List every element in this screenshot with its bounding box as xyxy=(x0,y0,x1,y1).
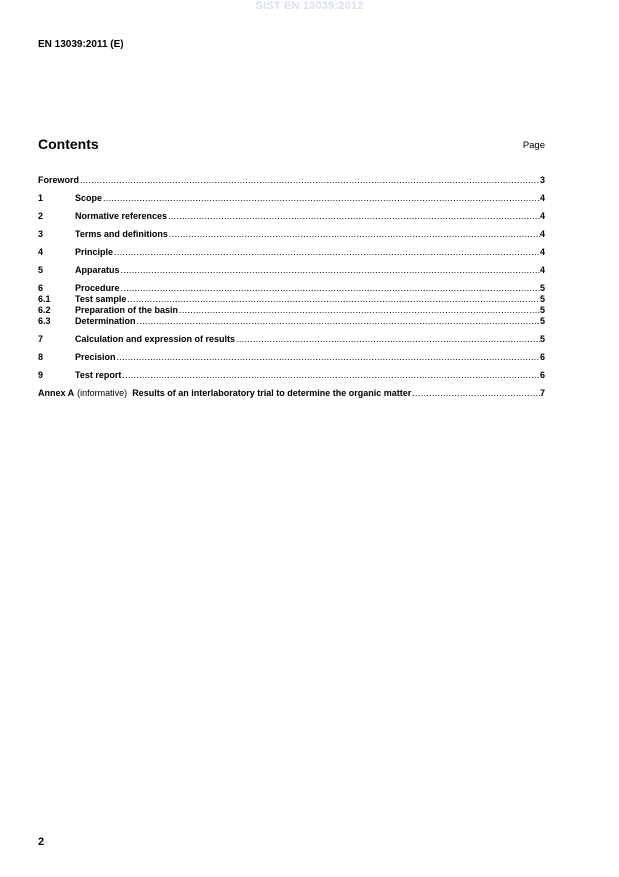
toc-entry-page: 6 xyxy=(539,352,545,362)
toc-leader-dots xyxy=(168,211,540,222)
toc-entry-title: Calculation and expression of results xyxy=(75,334,236,344)
toc-entry-normative-references[interactable] xyxy=(38,211,545,222)
toc-entry-number: 6.1 xyxy=(38,294,51,304)
toc-entry-terms-and-definitions[interactable] xyxy=(38,229,545,240)
toc-entry-number: 6.3 xyxy=(38,316,51,326)
toc-entry-title: Precision xyxy=(75,352,116,362)
toc-entry-number: 3 xyxy=(38,229,44,239)
toc-entry-page: 6 xyxy=(539,370,545,380)
toc-leader-dots xyxy=(122,370,540,381)
toc-entry-principle[interactable] xyxy=(38,247,545,258)
toc-entry-number: 8 xyxy=(38,352,44,362)
toc-entry-determination[interactable] xyxy=(38,316,545,327)
toc-leader-dots xyxy=(80,175,540,186)
page-column-label: Page xyxy=(522,140,545,151)
toc-entry-page: 4 xyxy=(539,229,545,239)
toc-entry-page: 4 xyxy=(539,211,545,221)
contents-title: Contents xyxy=(38,136,99,152)
annex-label: Annex A xyxy=(38,388,75,398)
toc-entry-preparation-of-the-basin[interactable] xyxy=(38,305,545,316)
toc-entry-scope[interactable] xyxy=(38,193,545,204)
toc-entry-number: 2 xyxy=(38,211,44,221)
toc-entry-apparatus[interactable] xyxy=(38,265,545,276)
toc-entry-page: 5 xyxy=(539,294,545,304)
toc-entry-page: 7 xyxy=(539,388,545,398)
toc-entry-page: 4 xyxy=(539,247,545,257)
toc-entry-title: Terms and definitions xyxy=(75,229,168,239)
toc-entry-title: Results of an interlaboratory trial to determine the organic matter xyxy=(132,388,412,398)
toc-entry-title: Scope xyxy=(75,193,103,203)
toc-leader-dots xyxy=(127,294,540,305)
toc-entry-number: 1 xyxy=(38,193,44,203)
toc-entry-annex-a[interactable] xyxy=(38,388,545,399)
toc-entry-procedure[interactable] xyxy=(38,283,545,294)
toc-leader-dots xyxy=(114,247,540,258)
toc-entry-title: Normative references xyxy=(75,211,168,221)
table-of-contents xyxy=(38,175,545,399)
watermark: SIST EN 13039:2012 xyxy=(255,0,364,12)
toc-entry-test-sample[interactable] xyxy=(38,294,545,305)
toc-entry-number: 6.2 xyxy=(38,305,51,315)
toc-leader-dots xyxy=(117,352,540,363)
page-number: 2 xyxy=(38,836,45,848)
document-id: EN 13039:2011 (E) xyxy=(38,39,124,50)
toc-entry-page: 4 xyxy=(539,193,545,203)
toc-entry-page: 3 xyxy=(539,175,545,185)
toc-entry-page: 5 xyxy=(539,316,545,326)
toc-entry-title: Test sample xyxy=(75,294,127,304)
toc-entry-title: Determination xyxy=(75,316,136,326)
toc-leader-dots xyxy=(121,265,540,276)
toc-entry-title: Principle xyxy=(75,247,114,257)
toc-entry-title: Preparation of the basin xyxy=(75,305,179,315)
toc-entry-number: 5 xyxy=(38,265,44,275)
toc-entry-title: Procedure xyxy=(75,283,120,293)
toc-entry-foreword[interactable] xyxy=(38,175,545,186)
toc-entry-number: 9 xyxy=(38,370,44,380)
toc-leader-dots xyxy=(137,316,540,327)
toc-leader-dots xyxy=(121,283,540,294)
toc-entry-page: 5 xyxy=(539,305,545,315)
toc-leader-dots xyxy=(179,305,540,316)
toc-entry-number: 6 xyxy=(38,283,44,293)
toc-entry-page: 4 xyxy=(539,265,545,275)
toc-entry-test-report[interactable] xyxy=(38,370,545,381)
toc-entry-precision[interactable] xyxy=(38,352,545,363)
annex-type: (informative) xyxy=(77,388,128,398)
toc-entry-calculation-and-expression[interactable] xyxy=(38,334,545,345)
toc-leader-dots xyxy=(169,229,540,240)
toc-leader-dots xyxy=(103,193,540,204)
toc-entry-number: 4 xyxy=(38,247,44,257)
toc-leader-dots xyxy=(412,388,540,399)
toc-entry-title: Foreword xyxy=(38,175,80,185)
toc-entry-title: Test report xyxy=(75,370,122,380)
toc-entry-page: 5 xyxy=(539,334,545,344)
toc-entry-title: Apparatus xyxy=(75,265,120,275)
toc-entry-number: 7 xyxy=(38,334,44,344)
toc-leader-dots xyxy=(236,334,540,345)
toc-entry-page: 5 xyxy=(539,283,545,293)
